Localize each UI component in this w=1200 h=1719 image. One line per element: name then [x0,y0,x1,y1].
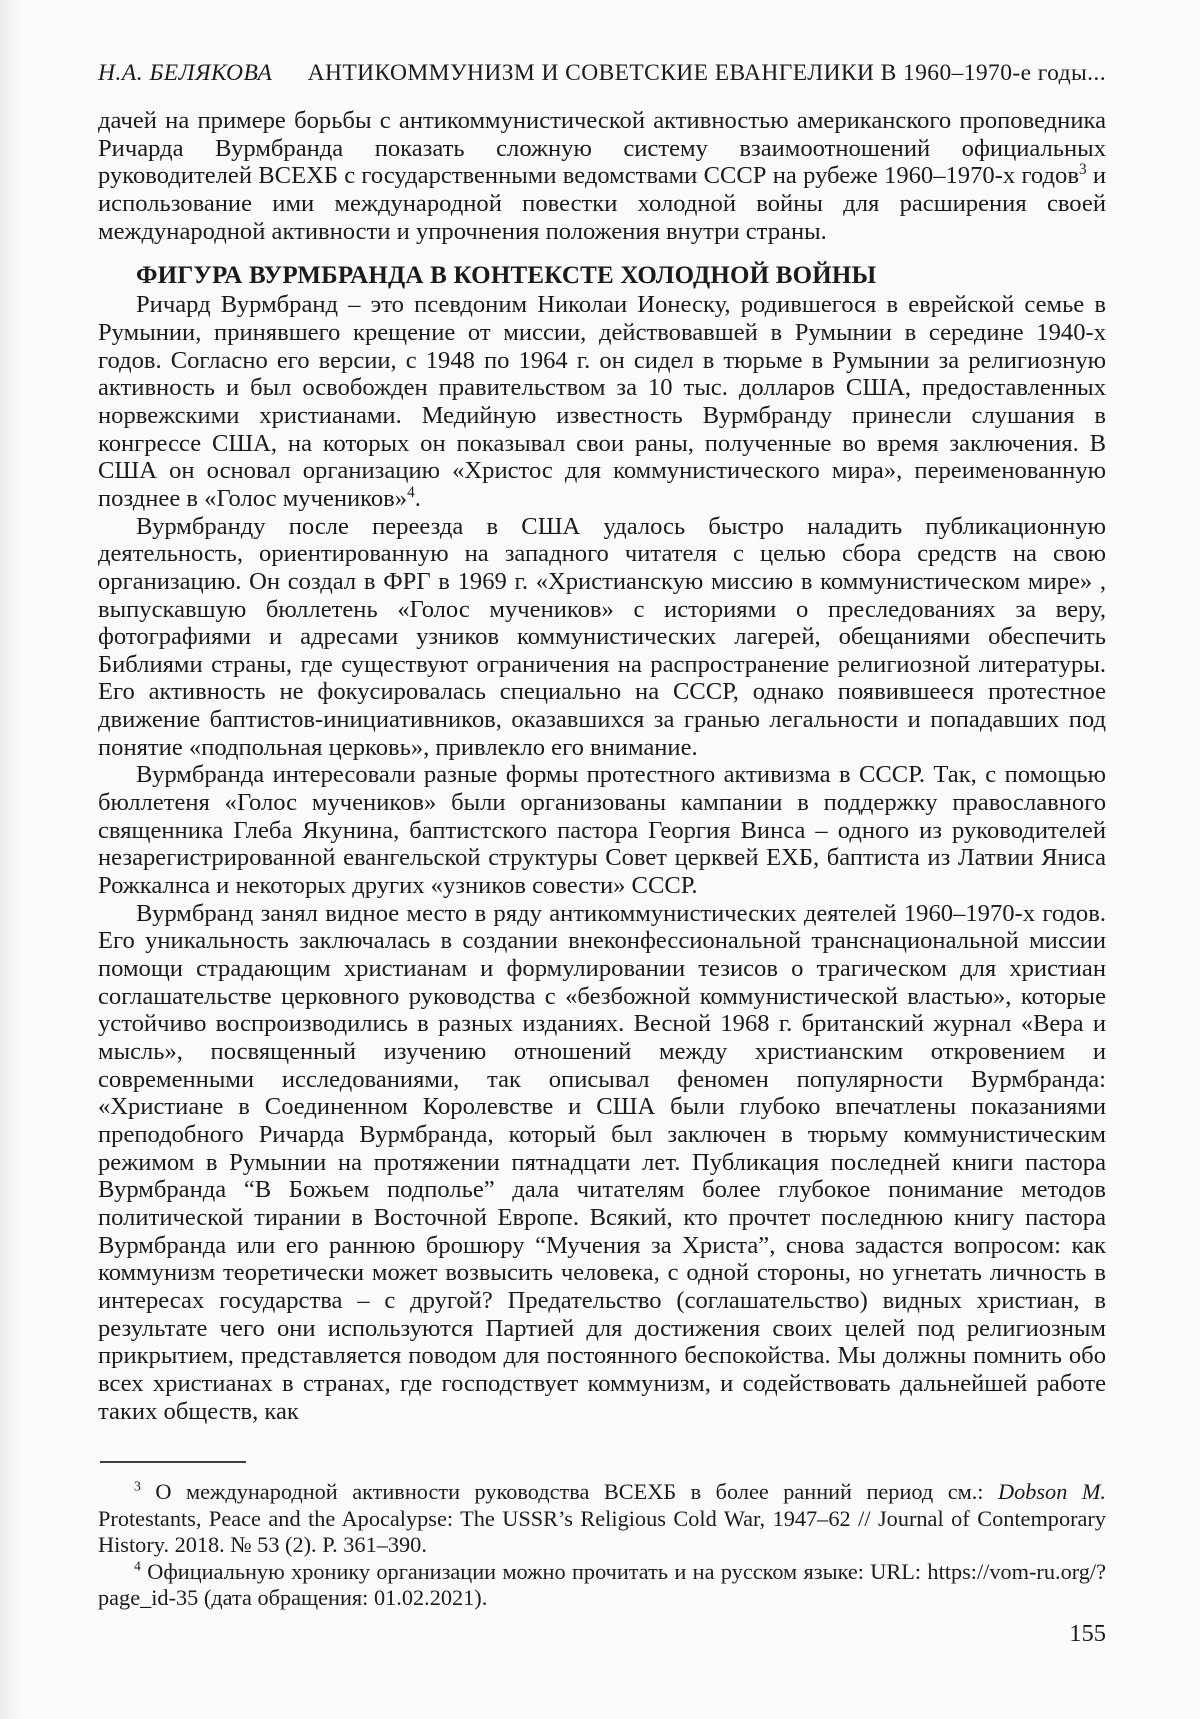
footnote-author-italic: Dobson M. [997,1479,1106,1504]
running-header-title: АНТИКОММУНИЗМ И СОВЕТСКИЕ ЕВАНГЕЛИКИ В 1960–1970-е годы... [307,60,1106,86]
paragraph-text: и использование ими международной повестки холодной войны для расширения своей международной активности и упрочнения положения внутри страны. [98,162,1106,245]
footnotes-section [98,1461,1106,1612]
section-heading: ФИГУРА ВУРМБРАНДА В КОНТЕКСТЕ ХОЛОДНОЙ ВОЙНЫ [136,262,877,290]
footnote-text: О международной активности руководства ВСЕХБ в более ранний период см.: [140,1479,998,1504]
footnote-divider [100,1461,246,1463]
running-header-author: Н.А. БЕЛЯКОВА [98,60,273,86]
footnote-marker-3: 3 [134,1478,141,1494]
scan-edge-shading [0,0,22,1719]
footnote-text: Protestants, Peace and the Apocalypse: The USSR’s Religious Cold War, 1947–62 // Journal of Contemporary History. 2018. № 53 (2). P. 361–390. [98,1505,1106,1558]
article-body [98,107,1106,1425]
footnote-ref-3: 3 [1078,161,1087,179]
paragraph: Вурмбранда интересовали разные формы протестного активизма в СССР. Так, с помощью бюллетеня «Голос мучеников» были организованы кампании в поддержку православного священника Глеба Якунина, баптистского пастора Георгия Винса – одного из руководителей незарегистрированной евангельской структуры Совет церквей ЕХБ, баптиста из Латвии Яниса Рожкалнса и некоторых других «узников совести» СССР. [98,761,1106,900]
paragraph: Вурмбранд занял видное место в ряду антикоммунистических деятелей 1960–1970-х годов. Его уникальность заключалась в создании внеконфессиональной транснациональной миссии помощи страдающим христианам и формулировании тезисов о трагическом для христиан соглашательстве церковного руководства с «безбожной коммунистической властью», которые устойчиво воспроизводились в разных изданиях. Весной 1968 г. британский журнал «Вера и мысль», посвященный изучению отношений между христианским откровением и современными исследованиями, так описывал феномен популярности Вурмбранда: «Христиане в Соединенном Королевстве и США были глубоко впечатлены показаниями преподобного Ричарда Вурмбранда, который был заключен в тюрьму коммунистическим режимом в Румынии на протяжении пятнадцати лет. Публикация последней книги пастора Вурмбранда “В Божьем подполье” дала читателям более глубокое понимание методов политической тирании в Восточной Европе. Всякий, кто прочтет последнюю книгу пастора Вурмбранда или его раннюю брошюру “Мучения за Христа”, снова задастся вопросом: как коммунизм теоретически может возвысить человека, с одной стороны, но угнетать личность в интересах государства – с другой? Предательство (соглашательство) видных христиан, в результате чего они используются Партией для достижения своих целей под религиозным прикрытием, представляется поводом для постоянного беспокойства. Мы должны помнить обо всех христианах в странах, где господствует коммунизм, и содействовать дальнейшей работе таких обществ, как [98,899,1106,1425]
footnote-marker-4: 4 [134,1558,141,1574]
paragraph-text: . [414,484,421,512]
paragraph-continuation [98,107,1106,245]
footnote [98,1479,1106,1559]
running-header [98,60,1106,87]
footnote [98,1559,1106,1612]
paragraph-text: Ричард Вурмбранд – это псевдоним Николаи Ионеску, родившегося в еврейской семье в Румынии, принявшего крещение от миссии, действовавшей в Румынии в середине 1940-х годов. Согласно его версии, с 1948 по 1964 г. он сидел в тюрьме в Румынии за религиозную активность и был освобожден правительством за 10 тыс. долларов США, предоставленных норвежскими христианами. Медийную известность Вурмбранду принесли слушания в конгрессе США, на которых он показывал свои раны, полученные во время заключения. В США он основал организацию «Христос для коммунистического мира», переименованную позднее в «Голос мучеников» [98,291,1106,512]
paragraph-text: дачей на примере борьбы с антикоммунистической активностью американского проповедника Ричарда Вурмбранда показать сложную систему взаимоотношений официальных руководителей ВСЕХБ с государственными ведомствами СССР на рубеже 1960–1970-х годов [98,107,1106,190]
footnote-text: Официальную хронику организации можно прочитать и на русском языке: URL: https://vom-ru.org/?page_id-35 (дата обращения: 01.02.2021). [98,1558,1106,1611]
paragraph: Вурмбранду после переезда в США удалось быстро наладить публикационную деятельность, ориентированную на западного читателя с целью сбора средств на свою организацию. Он создал в ФРГ в 1969 г. «Христианскую миссию в коммунистическом мире» , выпускавшую бюллетень «Голос мучеников» с историями о преследованиях за веру, фотографиями и адресами узников коммунистических лагерей, обещаниями обеспечить Библиями страны, где существуют ограничения на распространение религиозной литературы. Его активность не фокусировалась специально на СССР, однако появившееся протестное движение баптистов-инициативников, оказавшихся за гранью легальности и попадавших под понятие «подпольная церковь», привлекло его внимание. [98,512,1106,761]
footnote-ref-4: 4 [407,483,415,501]
paragraph [98,291,1106,512]
page-number: 155 [1069,1620,1106,1647]
